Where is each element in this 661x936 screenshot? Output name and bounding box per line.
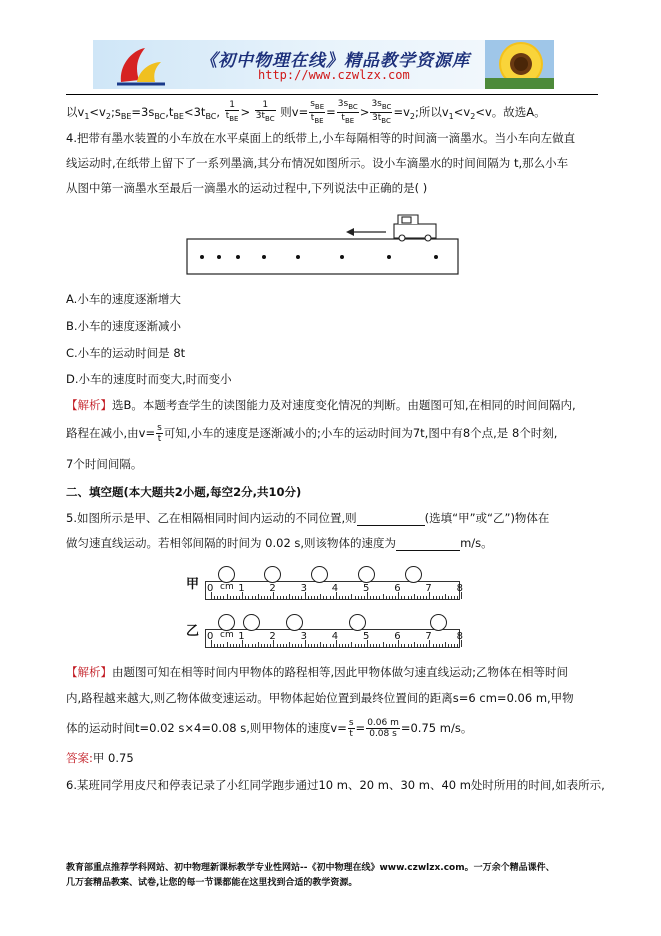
ruler-tick <box>270 644 271 647</box>
fraction: $\frac{s}{t}$ <box>157 423 162 444</box>
moving-object-ball <box>405 566 422 583</box>
ink-drop-figure <box>186 212 460 276</box>
ruler-tick <box>451 644 452 647</box>
header-banner <box>93 40 554 89</box>
ruler-tick-label: 8 <box>456 583 463 594</box>
ruler-tick <box>358 596 359 599</box>
ruler-tick-label: 2 <box>269 583 276 594</box>
ruler-tick-label: 1 <box>238 583 245 594</box>
ruler-tick <box>301 596 302 599</box>
footer-line-2: 几万套精品教案、试卷,让您的每一节课都能在这里找到合适的教学资源。 <box>66 878 358 888</box>
label-jia: 甲 <box>186 577 200 592</box>
q4-line-3: 从图中第一滴墨水至最后一滴墨水的运动过程中,下列说法中正确的是( ) <box>66 181 428 195</box>
ruler-tick <box>339 596 340 599</box>
ruler-tick <box>376 644 377 647</box>
ruler-tick <box>436 644 437 647</box>
ruler-tick <box>286 596 287 599</box>
ruler-tick <box>351 594 352 599</box>
ruler-tick <box>217 644 218 647</box>
q5-analysis-line-3: 体的运动时间t=0.02 s×4=0.08 s,则甲物体的速度v= $\frac{s}{t}$ = $\frac{0.06 m}{0.08 s}$ =0.75 m/s。 <box>66 718 473 739</box>
ruler-tick <box>448 644 449 647</box>
ruler-tick <box>311 596 312 599</box>
moving-object-ball <box>358 566 375 583</box>
ruler-tick-label: 1 <box>238 631 245 642</box>
ruler-tick <box>298 596 299 599</box>
analysis-tag: 【解析】 <box>66 665 112 679</box>
ruler-tick <box>264 644 265 647</box>
ruler-tick <box>295 596 296 599</box>
q4-analysis-line-1: 【解析】选B。本题考查学生的读图能力及对速度变化情况的判断。由题图可知,在相同的时间间隔内, <box>66 398 576 412</box>
ruler-tick <box>286 644 287 647</box>
ruler-unit: cm <box>220 582 234 592</box>
ruler-tick-label: 5 <box>363 583 370 594</box>
ruler-tick <box>436 596 437 599</box>
ruler-tick <box>370 644 371 647</box>
ruler-tick <box>451 596 452 599</box>
ruler-tick <box>217 596 218 599</box>
ruler-tick <box>342 596 343 599</box>
answer-tag: 答案: <box>66 751 93 765</box>
ruler-tick <box>330 644 331 647</box>
logo-icon <box>111 44 171 86</box>
ruler-tick <box>389 596 390 599</box>
ruler-tick <box>230 644 231 647</box>
ink-drop <box>340 255 344 259</box>
ruler-tick <box>270 596 271 599</box>
ruler-tick <box>264 596 265 599</box>
ruler-tick <box>308 644 309 647</box>
q5-line-1: 5.如图所示是甲、乙在相隔相同时间内运动的不同位置,则 (选填“甲”或“乙”)物体在 <box>66 511 550 525</box>
ruler-tick <box>333 596 334 599</box>
ruler-tick <box>457 644 458 647</box>
q4-option-d: D.小车的速度时而变大,时而变小 <box>66 372 232 386</box>
ruler-tick <box>326 596 327 599</box>
q4-line-2: 线运动时,在纸带上留下了一系列墨滴,其分布情况如图所示。设小车滴墨水的时间间隔为 t,那么小车 <box>66 156 569 170</box>
footer-line-1: 教育部重点推荐学科网站、初中物理新课标教学专业性网站--《初中物理在线》www.czwlzx.com。一万余个精品课件、 <box>66 863 555 873</box>
section-heading: 二、填空题(本大题共2小题,每空2分,共10分) <box>66 485 302 499</box>
ink-drop <box>387 255 391 259</box>
fraction: $\frac{1}{t_{BE}}$ <box>225 100 239 124</box>
ruler-tick <box>292 644 293 647</box>
ruler-tick <box>420 596 421 599</box>
ruler-tick <box>423 596 424 599</box>
q6-line-1: 6.某班同学用皮尺和停表记录了小红同学跑步通过10 m、20 m、30 m、40 m处时所用的时间,如表所示, <box>66 778 605 792</box>
ruler-tick <box>258 594 259 599</box>
ruler-tick <box>326 644 327 647</box>
ruler-tick <box>283 596 284 599</box>
ruler-tick <box>448 596 449 599</box>
ruler-tick <box>214 644 215 647</box>
ruler-tick <box>277 596 278 599</box>
ruler-tick <box>383 594 384 599</box>
answer-blank[interactable] <box>396 538 460 551</box>
q5-analysis-line-2: 内,路程越来越大,则乙物体做变速运动。甲物体起始位置到最终位置间的距离s=6 cm=0.06 m,甲物 <box>66 691 574 705</box>
ruler-tick <box>426 644 427 647</box>
q5-answer: 答案:甲 0.75 <box>66 751 134 765</box>
ruler-tick-label: 7 <box>425 631 432 642</box>
moving-object-ball <box>349 614 366 631</box>
ruler-tick <box>361 644 362 647</box>
fraction: $\frac{3s_{BC}}{3t_{BC}}$ <box>371 99 392 125</box>
moving-object-ball <box>218 566 235 583</box>
ruler-tick <box>267 596 268 599</box>
ruler-tick <box>239 644 240 647</box>
ruler-tick <box>408 596 409 599</box>
ruler-tick <box>330 596 331 599</box>
ruler-tick <box>308 596 309 599</box>
ruler-tick <box>454 644 455 647</box>
fraction: $\frac{3s_{BC}}{t_{BE}}$ <box>337 99 358 125</box>
ruler-tick <box>355 644 356 647</box>
ruler-tick <box>364 644 365 647</box>
ruler-tick <box>311 644 312 647</box>
ruler-tick <box>386 644 387 647</box>
ruler-tick <box>395 596 396 599</box>
ruler-tick <box>236 596 237 599</box>
ruler-tick <box>417 644 418 647</box>
ruler-tick <box>339 644 340 647</box>
ruler-tick <box>408 644 409 647</box>
ruler-tick <box>289 594 290 599</box>
ink-drop <box>296 255 300 259</box>
ruler-tick <box>395 644 396 647</box>
ruler-tick-label: 6 <box>394 583 401 594</box>
ruler-tick <box>401 596 402 599</box>
ruler-tick <box>220 644 221 647</box>
ruler-tick <box>364 596 365 599</box>
ruler-tick <box>414 594 415 599</box>
ruler-tick <box>255 596 256 599</box>
answer-blank[interactable] <box>357 513 425 526</box>
ruler-tick <box>261 596 262 599</box>
ruler-tick <box>439 596 440 599</box>
ruler-tick <box>320 642 321 647</box>
ruler-tick <box>283 644 284 647</box>
q4-option-b: B.小车的速度逐渐减小 <box>66 319 182 333</box>
ruler-tick-label: 8 <box>456 631 463 642</box>
ruler-tick <box>245 596 246 599</box>
ruler-tick <box>292 596 293 599</box>
ruler-tick <box>442 644 443 647</box>
ruler-tick <box>317 596 318 599</box>
ruler-tick <box>333 644 334 647</box>
ruler-tick <box>386 596 387 599</box>
ruler-tick <box>255 644 256 647</box>
q4-analysis-line-2: 路程在减小,由v= $\frac{s}{t}$ 可知,小车的速度是逐渐减小的;小车的运动时间为7t,图中有8个点,是 8个时刻, <box>66 423 558 444</box>
ruler-tick <box>433 596 434 599</box>
ruler-tick <box>233 596 234 599</box>
ruler-tick <box>245 644 246 647</box>
ruler-tick <box>289 642 290 647</box>
ruler-tick-label: 0 <box>207 631 214 642</box>
ruler-tick-label: 0 <box>207 583 214 594</box>
q4-option-a: A.小车的速度逐渐增大 <box>66 292 181 306</box>
q4-line-1: 4.把带有墨水装置的小车放在水平桌面上的纸带上,小车每隔相等的时间滴一滴墨水。当小车向左做直 <box>66 131 576 145</box>
ruler-tick <box>220 596 221 599</box>
ruler-tick-label: 3 <box>300 583 307 594</box>
fraction: $\frac{0.06 m}{0.08 s}$ <box>367 718 399 739</box>
ruler-tick <box>355 596 356 599</box>
ruler-tick <box>379 596 380 599</box>
ruler-tick <box>392 644 393 647</box>
q5-line-2: 做匀速直线运动。若相邻间隔的时间为 0.02 s,则该物体的速度为 m/s。 <box>66 536 493 550</box>
ink-drop <box>200 255 204 259</box>
ruler-tick <box>404 596 405 599</box>
ruler-tick-label: 7 <box>425 583 432 594</box>
ruler-tick <box>323 596 324 599</box>
q5-analysis-line-1: 【解析】由题图可知在相等时间内甲物体的路程相等,因此甲物体做匀速直线运动;乙物体在相等时间 <box>66 665 569 679</box>
solution-line: 以$v_1<v_2;s_{BE}=3s_{BC},t_{BE}<3t_{BC}$, $\frac{1}{t_{BE}}$ > $\frac{1}{3t_{BC}}$ 则v= $\frac{s_{BE}}{t_{BE}}$ = $\frac{3s_{BC}}{t_{BE}}$ > $\frac{3s_{BC}}{3t_{BC}}$ $=v_2$;所以$v_1<v_2<v$。故选A。 <box>66 99 546 125</box>
ruler-tick <box>423 644 424 647</box>
ruler-tick <box>404 644 405 647</box>
ruler-tick <box>267 644 268 647</box>
ruler-tick <box>214 596 215 599</box>
ruler-tick <box>252 644 253 647</box>
ruler-tick <box>258 642 259 647</box>
header-rule <box>66 94 598 95</box>
ruler-tick <box>345 644 346 647</box>
moving-object-ball <box>430 614 447 631</box>
moving-object-ball <box>243 614 260 631</box>
ruler-tick <box>439 644 440 647</box>
ruler-tick-label: 4 <box>331 631 339 642</box>
ruler-tick <box>454 596 455 599</box>
arrow-left-icon <box>346 228 386 236</box>
ruler-tick <box>342 644 343 647</box>
ruler-tick <box>248 644 249 647</box>
ruler-tick <box>248 596 249 599</box>
ruler-tick <box>392 596 393 599</box>
ruler-tick <box>373 644 374 647</box>
ruler-tick <box>442 596 443 599</box>
ruler-tick <box>252 596 253 599</box>
paper-tape <box>187 239 458 274</box>
label-yi: 乙 <box>186 624 200 639</box>
ruler-tick <box>320 594 321 599</box>
ruler-tick <box>414 642 415 647</box>
ruler-tick <box>261 644 262 647</box>
ruler-tick <box>445 642 446 647</box>
ruler-tick-label: 5 <box>363 631 370 642</box>
fraction: $\frac{1}{3t_{BC}}$ <box>255 100 275 124</box>
ruler-tick <box>233 644 234 647</box>
ruler-unit: cm <box>220 630 234 640</box>
ruler-tick <box>373 596 374 599</box>
ruler-tick <box>417 596 418 599</box>
ruler-tick <box>411 644 412 647</box>
ruler-tick <box>376 596 377 599</box>
ink-drop <box>434 255 438 259</box>
ruler-tick <box>370 596 371 599</box>
analysis-tag: 【解析】 <box>66 398 112 412</box>
ruler-tick <box>223 596 224 599</box>
banner-url: http://www.czwlzx.com <box>258 68 410 82</box>
ruler-tick <box>298 644 299 647</box>
ink-drop <box>217 255 221 259</box>
ruler-tick-label: 3 <box>300 631 307 642</box>
ink-drop <box>262 255 266 259</box>
ruler-tick <box>420 644 421 647</box>
ruler-tick <box>383 642 384 647</box>
sunflower-icon <box>485 40 554 89</box>
fraction: $\frac{s}{t}$ <box>348 718 354 739</box>
ruler-tick <box>457 596 458 599</box>
ruler-tick <box>236 644 237 647</box>
q4-option-c: C.小车的运动时间是 8t <box>66 346 186 360</box>
ruler-tick <box>323 644 324 647</box>
ruler-tick <box>401 644 402 647</box>
ink-drop <box>236 255 240 259</box>
ruler-tick <box>358 644 359 647</box>
ruler-tick <box>314 596 315 599</box>
ruler-tick <box>280 596 281 599</box>
ruler-tick <box>230 596 231 599</box>
ruler-tick <box>433 644 434 647</box>
ruler-tick <box>314 644 315 647</box>
car-icon <box>394 215 436 241</box>
ruler-tick <box>361 596 362 599</box>
banner-title: 《初中物理在线》精品教学资源库 <box>200 51 470 71</box>
ruler-tick <box>223 644 224 647</box>
ruler-tick <box>239 596 240 599</box>
ruler-tick-label: 6 <box>394 631 401 642</box>
ruler-tick <box>295 644 296 647</box>
ruler-tick <box>411 596 412 599</box>
ruler-tick <box>227 642 228 647</box>
ruler-tick <box>351 642 352 647</box>
ruler-tick <box>345 596 346 599</box>
fraction: $\frac{s_{BE}}{t_{BE}}$ <box>310 99 325 125</box>
q4-analysis-line-3: 7个时间间隔。 <box>66 457 143 471</box>
moving-object-ball <box>218 614 235 631</box>
ruler-tick <box>348 596 349 599</box>
ruler-tick <box>379 644 380 647</box>
ruler-tick <box>426 596 427 599</box>
ruler-tick <box>348 644 349 647</box>
ruler-tick <box>280 644 281 647</box>
ruler-tick-label: 4 <box>331 583 339 594</box>
ruler-tick <box>317 644 318 647</box>
ruler-tick <box>277 644 278 647</box>
ruler-tick <box>445 594 446 599</box>
ruler-tick <box>389 644 390 647</box>
ruler-tick-label: 2 <box>269 631 276 642</box>
ruler-tick <box>227 594 228 599</box>
ruler-tick <box>301 644 302 647</box>
